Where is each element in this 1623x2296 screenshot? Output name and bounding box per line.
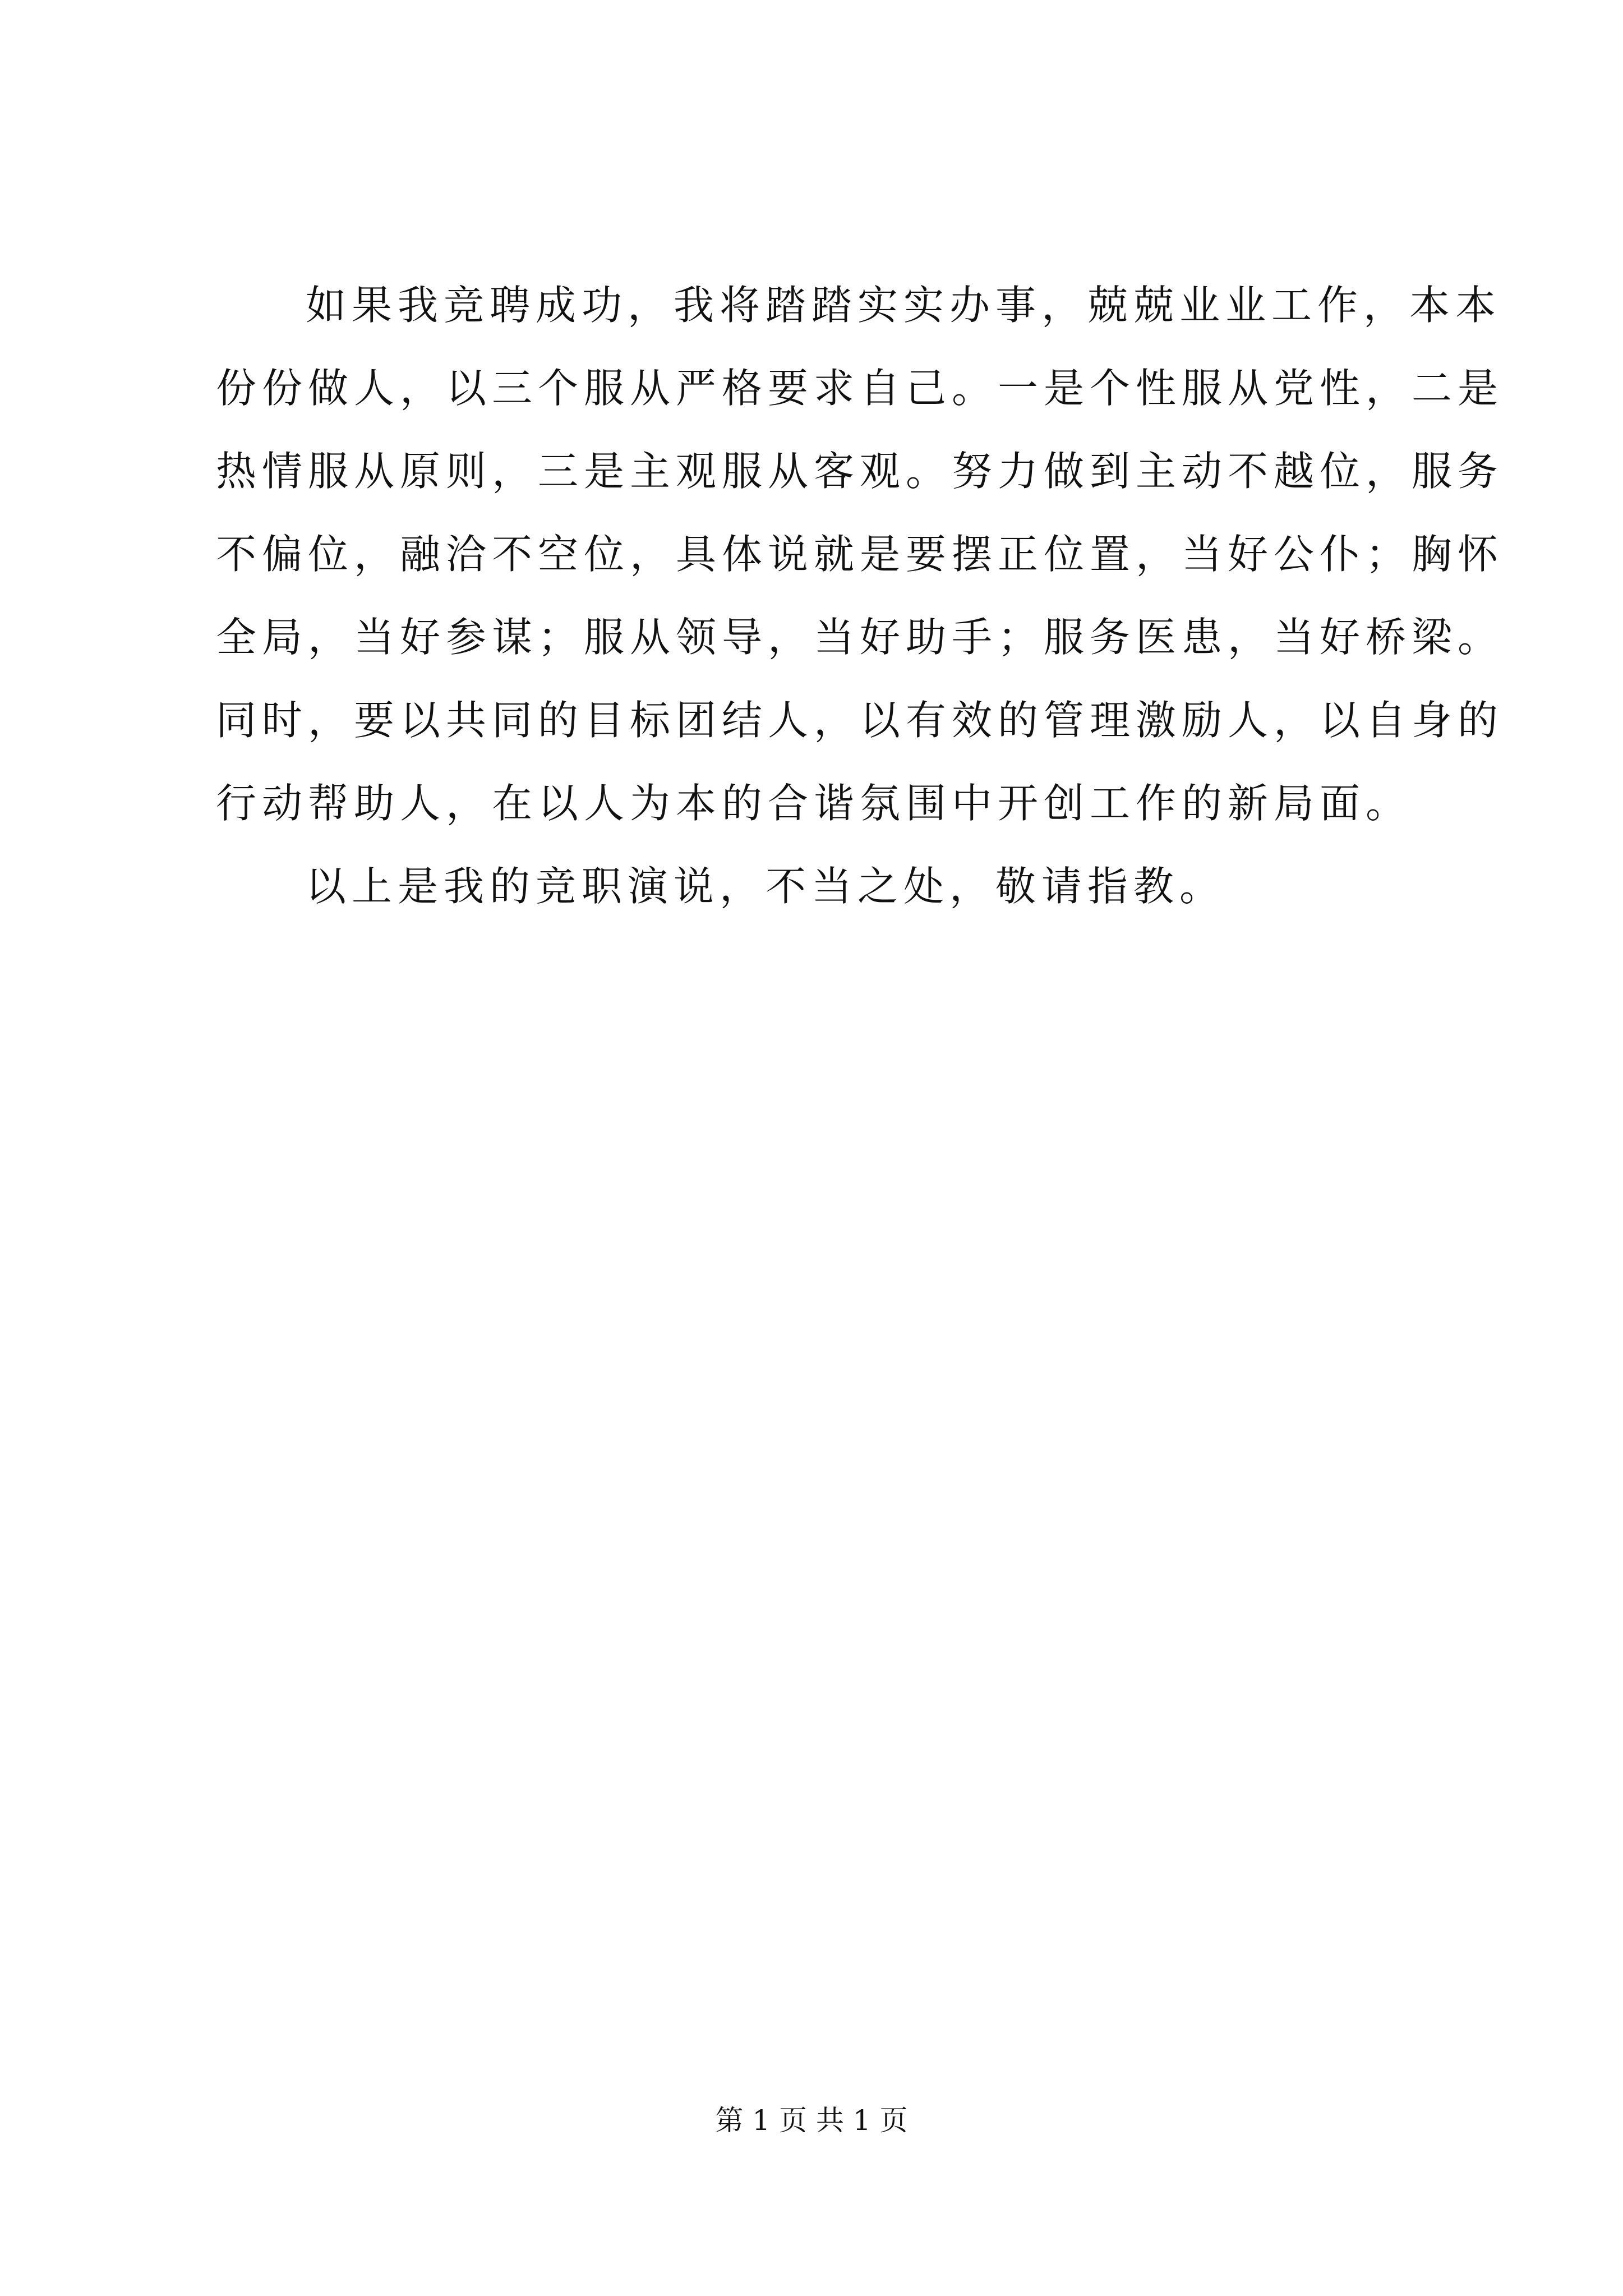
paragraph-1-line-7: 行动帮助人，在以人为本的合谐氛围中开创工作的新局面。 — [216, 780, 1412, 827]
paragraph-1-line-1: 如果我竞聘成功，我将踏踏实实办事，兢兢业业工作，本本 — [306, 282, 1502, 329]
paragraph-1-line-2: 份份做人，以三个服从严格要求自己。一是个性服从党性，二是 — [216, 365, 1504, 412]
paragraph-1-line-6: 同时，要以共同的目标团结人，以有效的管理激励人，以自身的 — [216, 697, 1504, 744]
paragraph-1-line-4: 不偏位，融洽不空位，具体说就是要摆正位置，当好公仆；胸怀 — [216, 531, 1504, 578]
paragraph-1-line-5: 全局，当好参谋；服从领导，当好助手；服务医患，当好桥梁。 — [216, 614, 1504, 661]
paragraph-2: 以上是我的竞职演说，不当之处，敬请指教。 — [306, 863, 1226, 910]
paragraph-1-line-3: 热情服从原则，三是主观服从客观。努力做到主动不越位，服务 — [216, 448, 1504, 495]
document-body — [216, 264, 1504, 928]
page-number-footer: 第 1 页 共 1 页 — [715, 2104, 908, 2137]
